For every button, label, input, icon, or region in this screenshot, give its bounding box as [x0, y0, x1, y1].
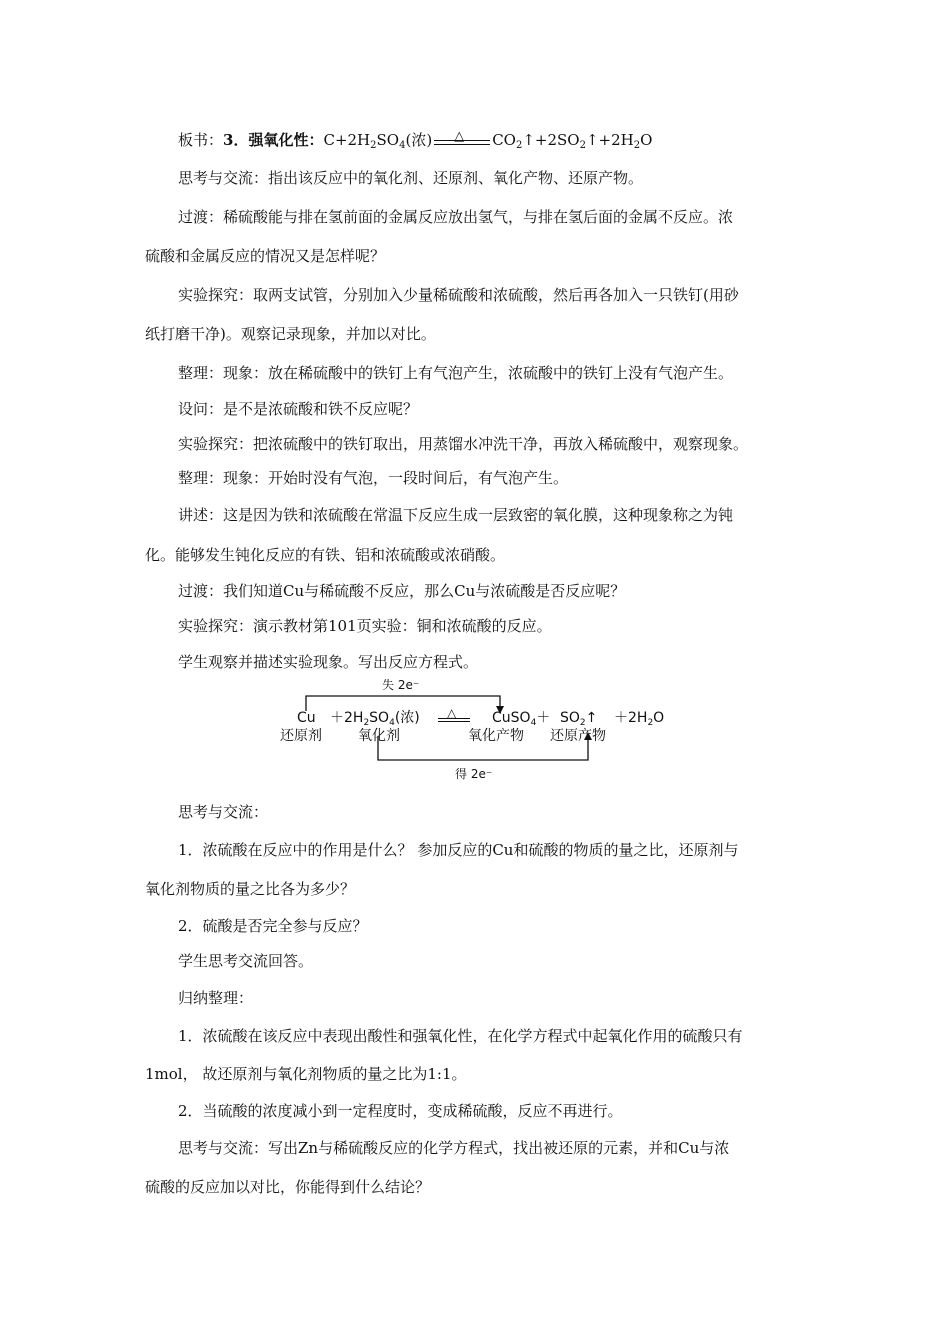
equation-part: SO — [376, 131, 400, 149]
heat-triangle-icon: △ — [447, 706, 457, 720]
section-heading: 3．强氧化性： — [223, 131, 324, 149]
paragraph: 硫酸的反应加以对比，你能得到什么结论？ — [145, 1178, 431, 1196]
oxidizer-label: 氧化剂 — [358, 728, 400, 744]
subscript: 2 — [515, 140, 523, 151]
reactant-copper: Cu — [297, 710, 316, 726]
lose-electrons-label: 失 2e⁻ — [382, 678, 420, 692]
product-water: $+2H_2O$ — [614, 710, 665, 728]
heat-condition-sign — [438, 706, 470, 726]
paragraph: 思考与交流：指出该反应中的氧化剂、还原剂、氧化产物、还原产物。 — [178, 169, 644, 187]
paragraph: 硫酸和金属反应的情况又是怎样呢？ — [145, 247, 386, 265]
paragraph: 化。能够发生钝化反应的有铁、铝和浓硫酸或浓硝酸。 — [145, 546, 506, 564]
gain-electrons-label: 得 2e⁻ — [455, 767, 493, 781]
paragraph: 1．浓硫酸在该反应中表现出酸性和强氧化性，在化学方程式中起氧化作用的硫酸只有 — [178, 1027, 743, 1045]
equation-part: ↑+2H — [585, 131, 634, 149]
paragraph: 过渡：我们知道Cu与稀硫酸不反应，那么Cu与浓硫酸是否反应呢？ — [178, 582, 626, 600]
paragraph: 1．浓硫酸在反应中的作用是什么？ 参加反应的Cu和硫酸的物质的量之比，还原剂与 — [178, 841, 739, 859]
paragraph: 讲述：这是因为铁和浓硫酸在常温下反应生成一层致密的氧化膜，这种现象称之为钝 — [178, 506, 734, 524]
redox-equation-diagram — [270, 676, 700, 786]
reducer-label: 还原剂 — [280, 728, 322, 744]
subscript: 2 — [579, 140, 586, 151]
reactant-sulfuric-acid: $+2H_2SO_4$(浓) — [330, 710, 420, 728]
paragraph: 实验探究：把浓硫酸中的铁钉取出，用蒸馏水冲洗干净，再放入稀硫酸中，观察现象。 — [178, 435, 749, 453]
subscript: 2 — [633, 140, 641, 151]
paragraph: 1mol， 故还原剂与氧化剂物质的量之比为1:1。 — [145, 1065, 467, 1083]
paragraph: 整理：现象：开始时没有气泡，一段时间后，有气泡产生。 — [178, 469, 569, 487]
product-sulfur-dioxide: $SO_2↑$ — [560, 710, 598, 728]
heading-strong-oxidation — [178, 129, 652, 150]
subscript: 4 — [399, 140, 406, 151]
equation-part: O — [640, 131, 653, 149]
equation-part: C+2H — [323, 131, 371, 149]
equation-part: CO — [492, 131, 516, 149]
paragraph: 实验探究：取两支试管，分别加入少量稀硫酸和浓硫酸，然后再各加入一只铁钉(用砂 — [178, 286, 739, 304]
paragraph: 纸打磨干净)。观察记录现象，并加以对比。 — [145, 325, 436, 343]
paragraph: 实验探究：演示教材第101页实验：铜和浓硫酸的反应。 — [178, 617, 552, 635]
paragraph: 整理：现象：放在稀硫酸中的铁钉上有气泡产生，浓硫酸中的铁钉上没有气泡产生。 — [178, 364, 734, 382]
paragraph: 学生观察并描述实验现象。写出反应方程式。 — [178, 653, 479, 671]
paragraph: 学生思考交流回答。 — [178, 952, 314, 970]
paragraph: 归纳整理： — [178, 989, 254, 1007]
reduction-product-label: 还原产物 — [550, 728, 606, 744]
paragraph: 2．当硫酸的浓度减小到一定程度时，变成稀硫酸，反应不再进行。 — [178, 1102, 623, 1120]
product-copper-sulfate: CuSO$_4$＋ — [492, 710, 551, 728]
paragraph: 设问：是不是浓硫酸和铁不反应呢？ — [178, 400, 419, 418]
subscript: 2 — [370, 140, 377, 151]
equation-part: (浓) — [405, 131, 433, 149]
paragraph: 过渡：稀硫酸能与排在氢前面的金属反应放出氢气，与排在氢后面的金属不反应。浓 — [178, 208, 734, 226]
heat-triangle-icon: △ — [454, 129, 465, 144]
oxidation-product-label: 氧化产物 — [468, 728, 524, 744]
paragraph: 思考与交流：写出Zn与稀硫酸反应的化学方程式，找出被还原的元素，并和Cu与浓 — [178, 1139, 730, 1157]
paragraph: 思考与交流： — [178, 803, 269, 821]
paragraph: 氧化剂物质的量之比各为多少？ — [145, 880, 356, 898]
heat-condition-sign — [432, 129, 492, 149]
paragraph: 2．硫酸是否完全参与反应？ — [178, 917, 368, 935]
board-label: 板书： — [178, 131, 224, 149]
equation-part: ↑+2SO — [522, 131, 580, 149]
